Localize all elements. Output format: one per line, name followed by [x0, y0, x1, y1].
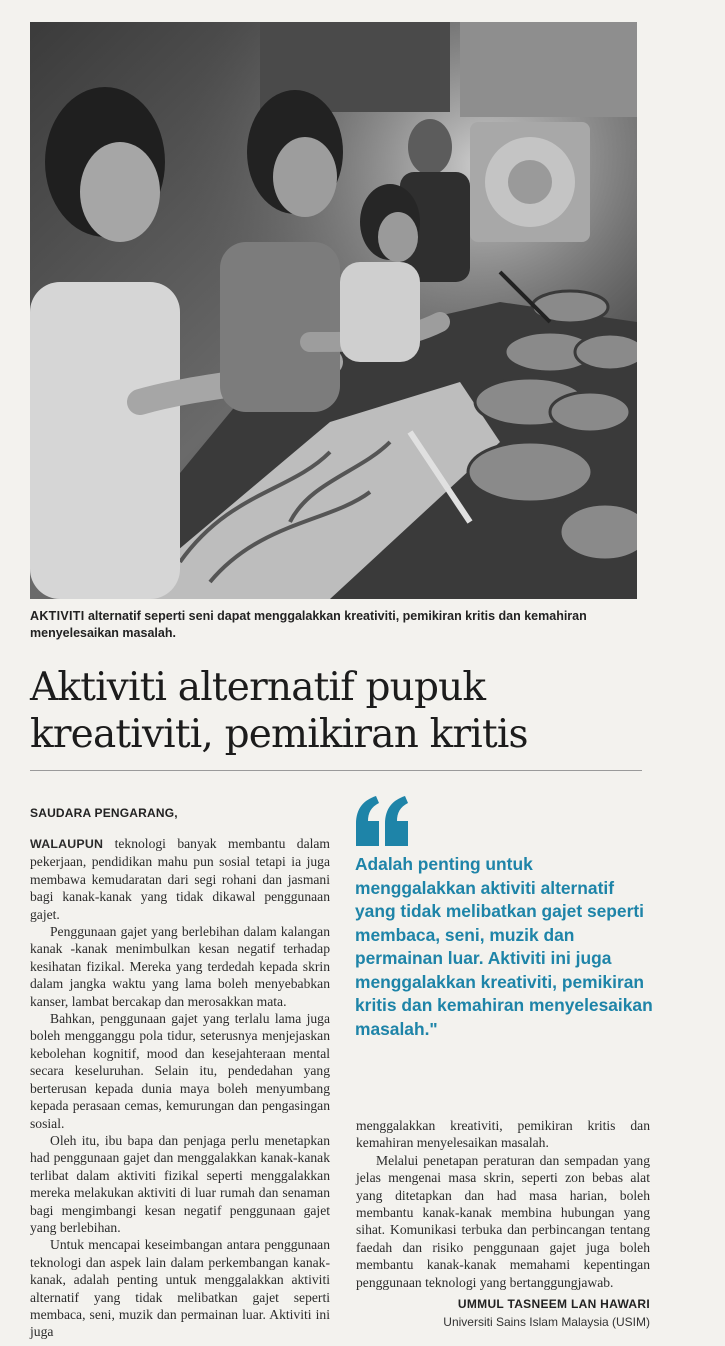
- left-paragraph-1: [30, 835, 330, 923]
- left-column: [30, 835, 330, 1341]
- paragraph-lead-word: WALAUPUN: [30, 837, 104, 851]
- left-paragraph-5: Untuk mencapai keseimbangan antara penggunaan teknologi dan aspek lain dalam perkembangan kanak- kanak, adalah penting untuk menggalakkan aktiviti alternatif yang tidak melibatkan gajet seperti membaca, seni, muzik dan permainan luar. Aktiviti ini juga: [30, 1237, 330, 1340]
- headline-line-2: kreativiti, pemikiran kritis: [30, 712, 528, 757]
- right-paragraph-2: Melalui penetapan peraturan dan sempadan yang jelas mengenai masa skrin, seperti zon bebas alat yang ditetapkan dan had masa harian, boleh membantu kanak-kanak membina hubungan yang sihat. Komunikasi terbuka dan perbincangan tentang faedah dan risiko penggunaan gajet juga boleh membantu kanak-kanak memahami kepentingan penggunaan teknologi yang bertanggungjawab.: [356, 1152, 650, 1290]
- author-affiliation: Universiti Sains Islam Malaysia (USIM): [443, 1315, 650, 1329]
- pull-quote: Adalah penting untuk menggalakkan aktiviti alternatif yang tidak melibatkan gajet seperti membaca, seni, muzik dan permainan luar. Aktiviti ini juga menggalakkan kreativiti, pemikiran kritis dan kemahiran menyelesaikan masalah.": [355, 854, 653, 1039]
- article-headline: [30, 664, 650, 758]
- headline-line-1: Aktiviti alternatif pupuk: [30, 665, 486, 710]
- photo-batik-painting: [30, 22, 637, 599]
- salutation: SAUDARA PENGARANG,: [30, 806, 178, 820]
- right-paragraph-1: menggalakkan kreativiti, pemikiran kritis dan kemahiran menyelesaikan masalah.: [356, 1118, 650, 1151]
- right-column: [356, 1117, 650, 1291]
- left-paragraph-4: Oleh itu, ibu bapa dan penjaga perlu menetapkan had penggunaan gajet dan menggalakkan kanak-kanak terlibat dalam aktiviti fizikal seperti menggalakkan mereka melakukan aktiviti di luar rumah dan senaman bagi mengimbangi kesan negatif penggunaan gajet yang berlebihan.: [30, 1132, 330, 1235]
- caption-text: alternatif seperti seni dapat menggalakkan kreativiti, pemikiran kritis dan kemahiran menyelesaikan masalah.: [30, 609, 587, 640]
- left-paragraph-2: Penggunaan gajet yang berlebihan dalam kalangan kanak -kanak menimbulkan kesan negatif terhadap kesihatan fizikal. Mereka yang terdedah kepada skrin dalam jangka waktu yang lama boleh menyebabkan kanser, lambat bercakap dan merosakkan mata.: [30, 924, 330, 1009]
- author-name: UMMUL TASNEEM LAN HAWARI: [457, 1297, 650, 1311]
- caption-lead: AKTIVITI: [30, 609, 85, 623]
- article-photo: [30, 22, 637, 599]
- photo-caption: [30, 608, 640, 642]
- quote-mark-icon: [352, 794, 412, 850]
- left-paragraph-3: Bahkan, penggunaan gajet yang terlalu lama juga boleh mengganggu pola tidur, seterusnya menjejaskan kebolehan kognitif, mood dan kesejahteraan mental secara keseluruhan. Selain itu, pendedahan yang berterusan kepada dunia maya boleh menyumbang kepada perasaan cemas, kemurungan dan pengasingan sosial.: [30, 1011, 330, 1131]
- left-paragraph-1-text: teknologi banyak membantu dalam pekerjaan, pendidikan mahu pun sosial tetapi ia juga membawa kemudaratan dari segi rohani dan jasmani bagi kanak-kanak yang tidak dikawal penggunaan gajet.: [30, 836, 330, 922]
- divider-rule: [30, 770, 642, 771]
